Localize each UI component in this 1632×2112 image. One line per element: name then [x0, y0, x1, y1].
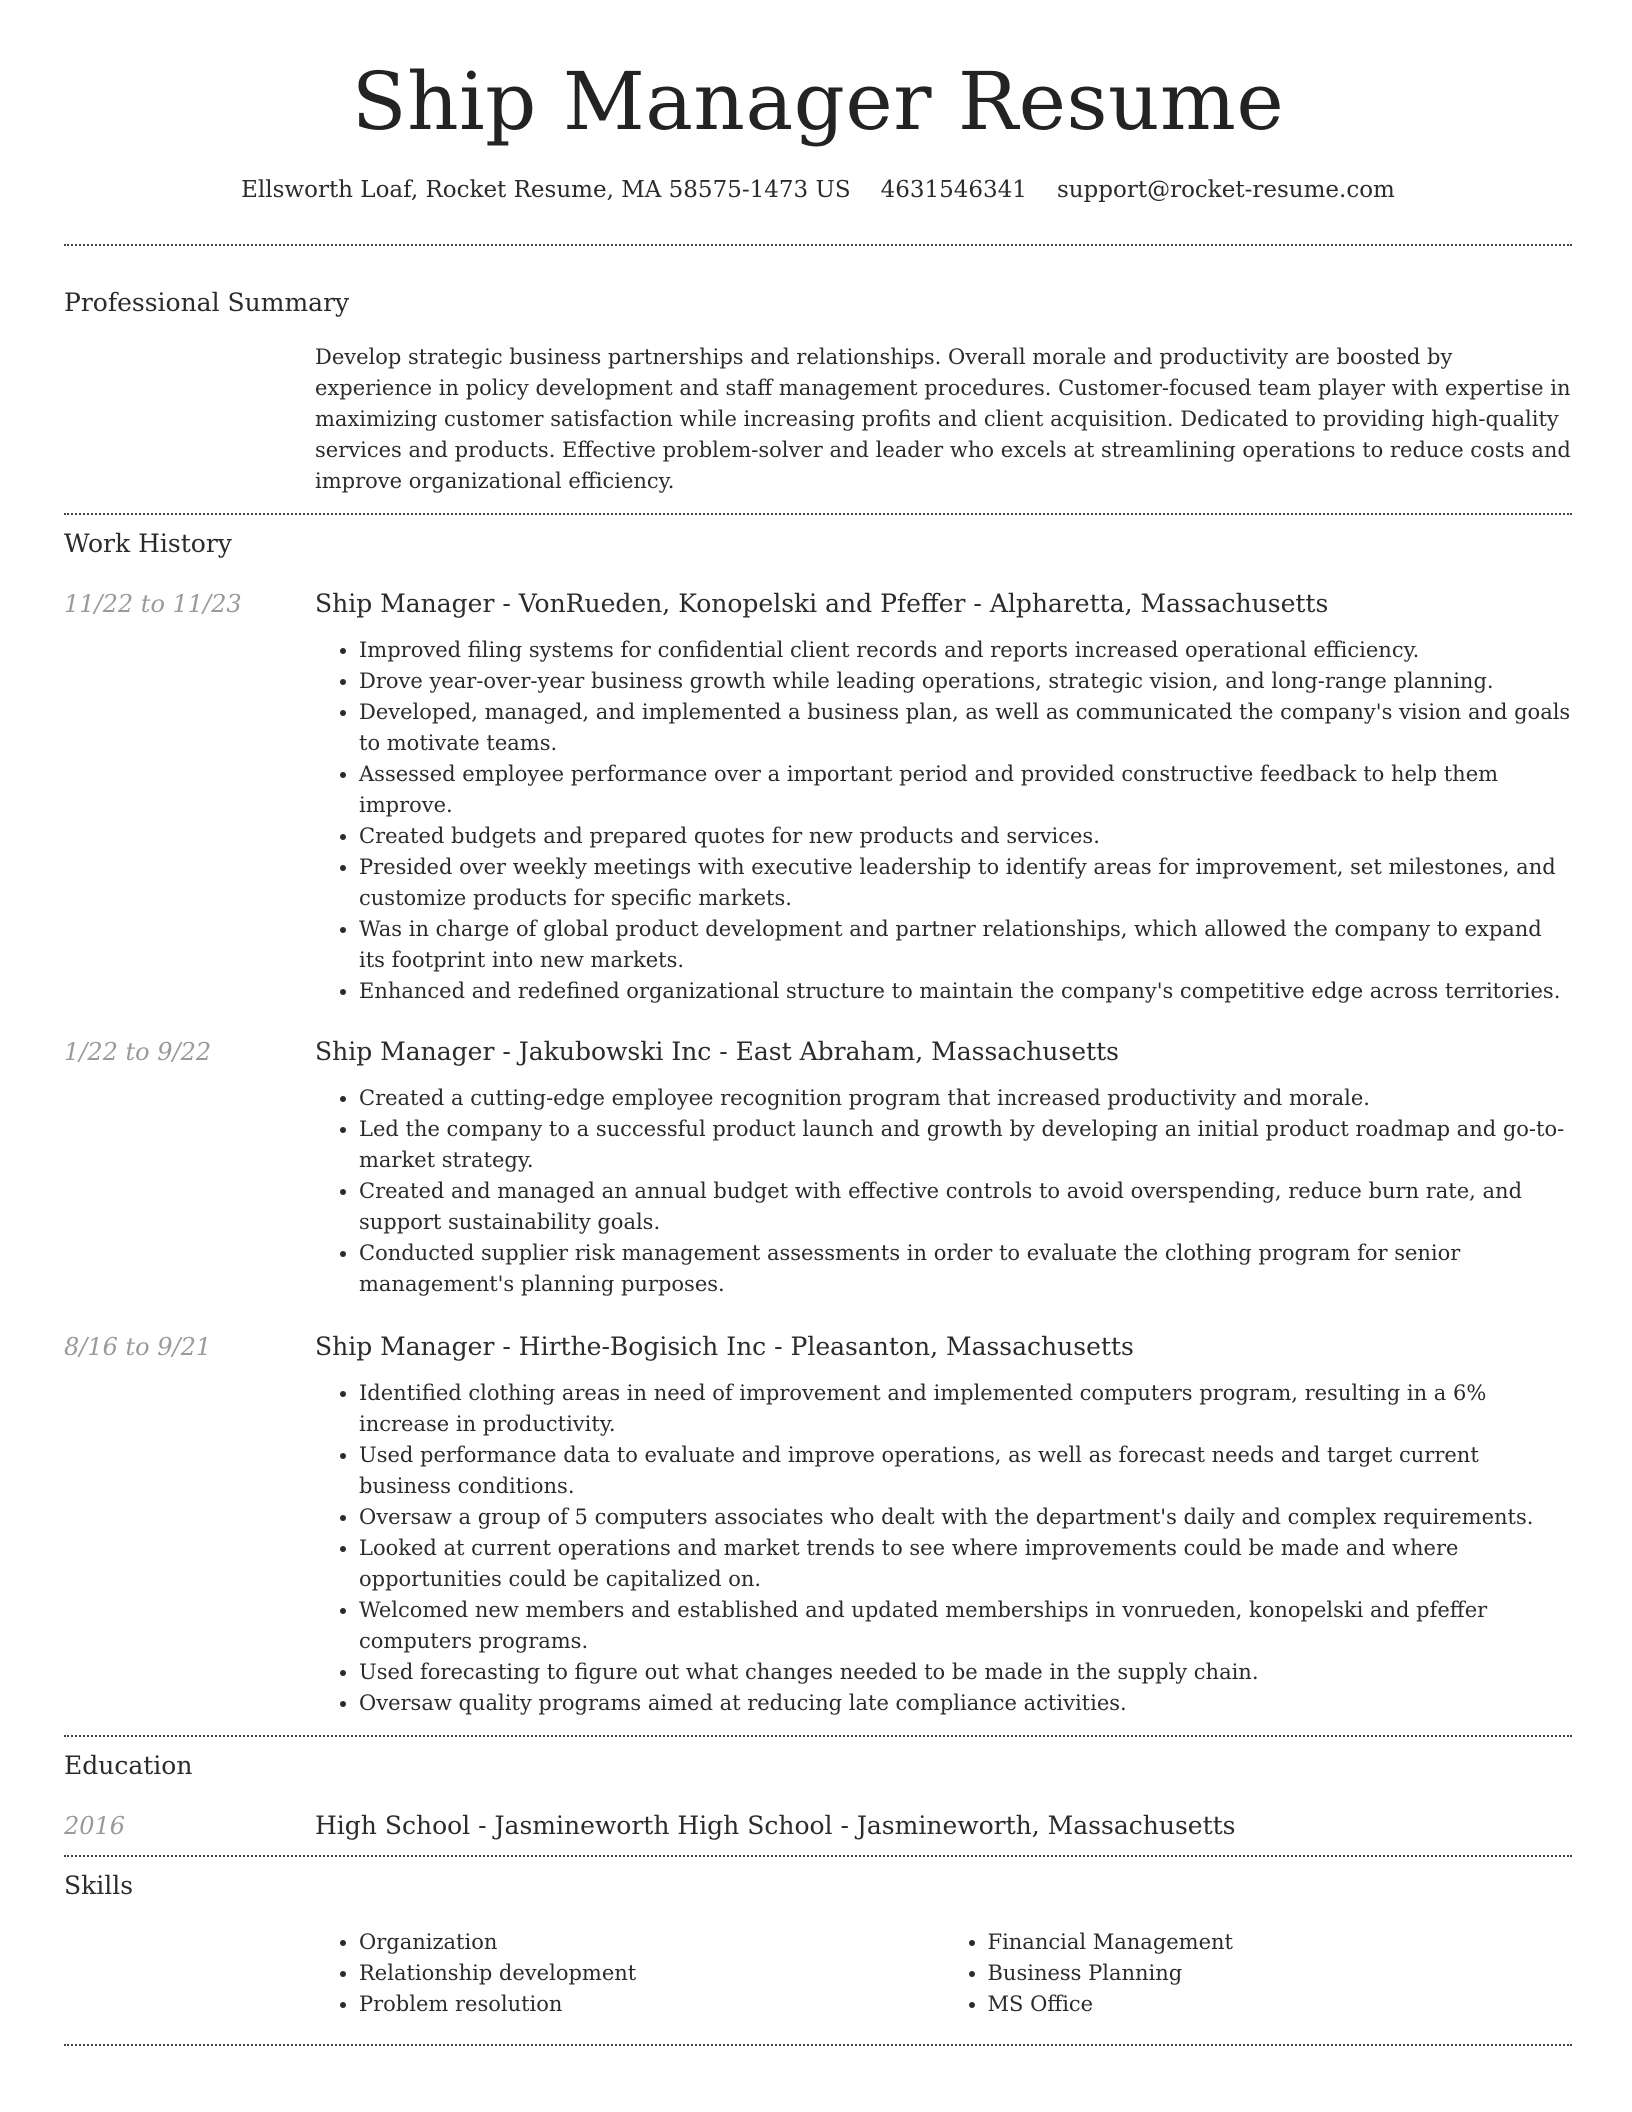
list-item: • Improved filing systems for confidential client records and reports increased operational efficiency. [359, 635, 1572, 666]
list-item: • Assessed employee performance over a important period and provided constructive feedback to help them improve. [359, 759, 1572, 821]
list-item: • Oversaw a group of 5 computers associates who dealt with the department's daily and complex requirements. [359, 1502, 1572, 1533]
list-item: • Enhanced and redefined organizational structure to maintain the company's competitive edge across territories. [359, 976, 1572, 1007]
list-item: • Drove year-over-year business growth while leading operations, strategic vision, and long-range planning. [359, 666, 1572, 697]
list-item: • Oversaw quality programs aimed at reducing late compliance activities. [359, 1688, 1572, 1719]
list-item: • Created a cutting-edge employee recognition program that increased productivity and morale. [359, 1083, 1572, 1114]
work-entry-bullets [315, 635, 1572, 1007]
contact-phone: 4631546341 [880, 177, 1027, 203]
skill-item: • Business Planning [988, 1958, 1573, 1989]
skill-item: • Relationship development [359, 1958, 944, 1989]
skills-heading: Skills [64, 1871, 134, 1900]
work-entry [64, 1035, 1572, 1300]
contact-email[interactable]: support@rocket-resume.com [1056, 177, 1395, 203]
skill-item: • Financial Management [988, 1927, 1573, 1958]
education-entry [64, 1809, 1572, 1843]
list-item: • Welcomed new members and established and updated memberships in vonrueden, konopelski and pfeffer computers programs. [359, 1595, 1572, 1657]
list-item: • Looked at current operations and market trends to see where improvements could be made and where opportunities could be capitalized on. [359, 1533, 1572, 1595]
section-divider [64, 1855, 1572, 1857]
work-entry-bullets [315, 1083, 1572, 1300]
work-entry-dates: 1/22 to 9/22 [64, 1038, 212, 1066]
section-divider [64, 1735, 1572, 1737]
work-entry-bullets [315, 1378, 1572, 1719]
contact-line [64, 174, 1572, 206]
summary-text: Develop strategic business partnerships and relationships. Overall morale and productivity are boosted by experience in policy development and staff management procedures. Customer-focused team player with expertise in maximizing customer satisfaction while increasing profits and client acquisition. Dedicated to providing high-quality services and products. Effective problem-solver and leader who excels at streamlining operations to reduce costs and improve organizational efficiency. [315, 345, 1571, 493]
list-item: • Created and managed an annual budget with effective controls to avoid overspending, reduce burn rate, and support sustainability goals. [359, 1176, 1572, 1238]
list-item: • Identified clothing areas in need of improvement and implemented computers program, resulting in a 6% increase in productivity. [359, 1378, 1572, 1440]
list-item: • Led the company to a successful product launch and growth by developing an initial product roadmap and go-to-market strategy. [359, 1114, 1572, 1176]
education-entry-dates: 2016 [64, 1812, 126, 1840]
work-entry [64, 1330, 1572, 1719]
list-item: • Conducted supplier risk management assessments in order to evaluate the clothing program for senior management's planning purposes. [359, 1238, 1572, 1300]
list-item: • Presided over weekly meetings with executive leadership to identify areas for improvement, set milestones, and customize products for specific markets. [359, 852, 1572, 914]
list-item: • Was in charge of global product development and partner relationships, which allowed the company to expand its footprint into new markets. [359, 914, 1572, 976]
work-entry-dates: 11/22 to 11/23 [64, 590, 242, 618]
section-divider [64, 2044, 1572, 2046]
resume-title: Ship Manager Resume [351, 55, 1285, 148]
work-entry-title: Ship Manager - VonRueden, Konopelski and Pfeffer - Alpharetta, Massachusetts [315, 589, 1329, 618]
skill-item: • Organization [359, 1927, 944, 1958]
list-item: • Created budgets and prepared quotes for new products and services. [359, 821, 1572, 852]
list-item: • Used performance data to evaluate and improve operations, as well as forecast needs and target current business conditions. [359, 1440, 1572, 1502]
skills-column-right [944, 1927, 1573, 2020]
skills-list [315, 1927, 1572, 2020]
list-item: • Developed, managed, and implemented a business plan, as well as communicated the company's vision and goals to motivate teams. [359, 697, 1572, 759]
resume-page [64, 0, 1572, 2046]
summary-heading: Professional Summary [64, 288, 350, 317]
section-divider [64, 244, 1572, 246]
skills-column-left [315, 1927, 944, 2020]
education-entry-title: High School - Jasmineworth High School - Jasmineworth, Massachusetts [315, 1811, 1236, 1840]
section-divider [64, 513, 1572, 515]
work-entry [64, 587, 1572, 1007]
work-entry-dates: 8/16 to 9/21 [64, 1333, 212, 1361]
list-item: • Used forecasting to figure out what changes needed to be made in the supply chain. [359, 1657, 1572, 1688]
work-entry-title: Ship Manager - Hirthe-Bogisich Inc - Pleasanton, Massachusetts [315, 1332, 1134, 1361]
education-heading: Education [64, 1751, 193, 1780]
work-entry-title: Ship Manager - Jakubowski Inc - East Abraham, Massachusetts [315, 1037, 1119, 1066]
skill-item: • MS Office [988, 1989, 1573, 2020]
contact-address: Ellsworth Loaf, Rocket Resume, MA 58575-1473 US [241, 177, 851, 203]
skill-item: • Problem resolution [359, 1989, 944, 2020]
work-history-heading: Work History [64, 529, 232, 558]
